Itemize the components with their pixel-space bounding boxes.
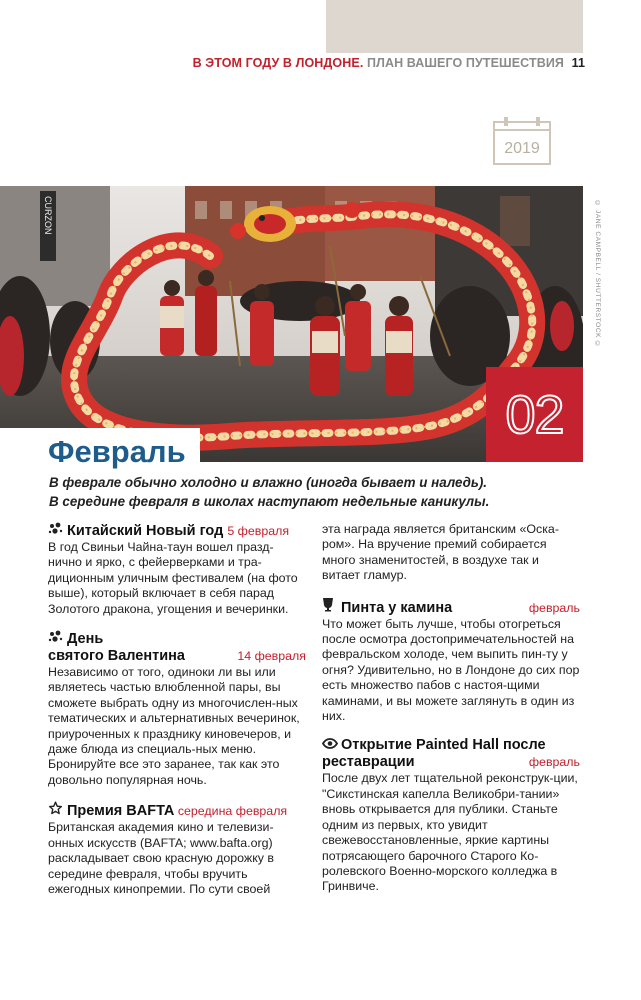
- event-title-line-1: Открытие Painted Hall после: [341, 737, 546, 754]
- event-text: В год Свиньи Чайна-таун вошел празд-нично и ярко, с фейерверками и тра-диционным уличным фестивалем (на фото выше), который включает в себя парад Золотого дракона, угощения и вечеринки.: [48, 540, 298, 616]
- intro-line-2: В середине февраля в школах наступают недельные каникулы.: [49, 494, 490, 509]
- event-chinese-new-year: [48, 522, 306, 617]
- event-date: февраль: [528, 755, 580, 770]
- running-header: [0, 56, 585, 70]
- event-date: 14 февраля: [237, 649, 306, 664]
- event-text: Что может быть лучше, чтобы отогреться после осмотра достопримечательностей на февральском холоде, чем выпить пин-ту у огня? Удивительно, но в Лондоне до сих пор есть множество пабов с настоя-щими каминами, и вы можете заглянуть в один из них.: [322, 616, 580, 724]
- event-date: середина февраля: [177, 804, 288, 819]
- header-subtitle: ПЛАН ВАШЕГО ПУТЕШЕСТВИЯ: [366, 56, 564, 70]
- calendar-icon: [491, 116, 553, 166]
- event-text: После двух лет тщательной реконструк-ции, "Сикстинская капелла Великобри-тании» вновь открывается для публики. Станьте одним из первых, кто увидит свежевосстановленные, яркие картины потрясающего барочного Старого Ко-ролевского Военно-морского колледжа в Гринвиче.: [322, 771, 578, 894]
- event-pint-by-fireplace: [322, 597, 580, 725]
- star-icon: [48, 801, 64, 820]
- page-number: 11: [571, 56, 585, 70]
- event-text: Независимо от того, одиноки ли вы или являетесь частью влюбленной пары, вы сможете выбрать одну из многочислен-ных тематических и альтернативных вечеринок, приуроченных к празднику киновечеров, и даже блюда из специаль-ных меню. Бронируйте все это заранее, так как это довольно популярная ночь.: [48, 665, 300, 787]
- column-right: [322, 522, 580, 908]
- event-date: февраль: [528, 600, 580, 615]
- glass-icon: [322, 597, 338, 617]
- intro-line-1: В феврале обычно холодно и влажно (иногда бывает и наледь).: [49, 475, 488, 490]
- event-painted-hall: [322, 737, 580, 894]
- event-title-line-2: реставрации: [322, 754, 415, 771]
- firework-icon: [48, 522, 64, 540]
- event-bafta: [48, 801, 306, 897]
- top-color-block: [326, 0, 583, 53]
- month-intro: [49, 473, 589, 511]
- photo-sign: CURZON: [43, 196, 53, 235]
- event-bafta-continued: [322, 522, 580, 584]
- event-text: эта награда является британским «Оска-ром». На вручение премий собирается много знаменитостей, в воздухе так и витает гламур.: [322, 522, 559, 583]
- event-title-line-2: святого Валентина: [48, 648, 185, 665]
- header-section-title: В ЭТОМ ГОДУ В ЛОНДОНЕ.: [192, 56, 364, 70]
- event-valentines-day: [48, 630, 306, 788]
- firework-icon: [48, 630, 64, 648]
- month-badge: [486, 367, 583, 462]
- calendar-year: 2019: [504, 140, 540, 157]
- event-title: Премия BAFTA: [67, 803, 174, 820]
- event-text: Британская академия кино и телевизи-онных искусств (BAFTA; www.bafta.org) раскладывает свою красную дорожку в середине февраля, чтобы вручить ежегодных кинопремии. По сути своей: [48, 820, 274, 896]
- month-number: 02: [505, 384, 564, 445]
- event-date: 5 февраля: [227, 524, 290, 538]
- month-title: Февраль: [0, 428, 200, 472]
- event-title: Китайский Новый год: [67, 523, 224, 539]
- eye-icon: [322, 737, 338, 754]
- column-left: [48, 522, 306, 910]
- event-title: Пинта у камина: [341, 599, 453, 616]
- photo-credit: © JANE CAMPBELL / SHUTTERSTOCK ©: [594, 200, 601, 349]
- event-title-line-1: День: [67, 631, 104, 648]
